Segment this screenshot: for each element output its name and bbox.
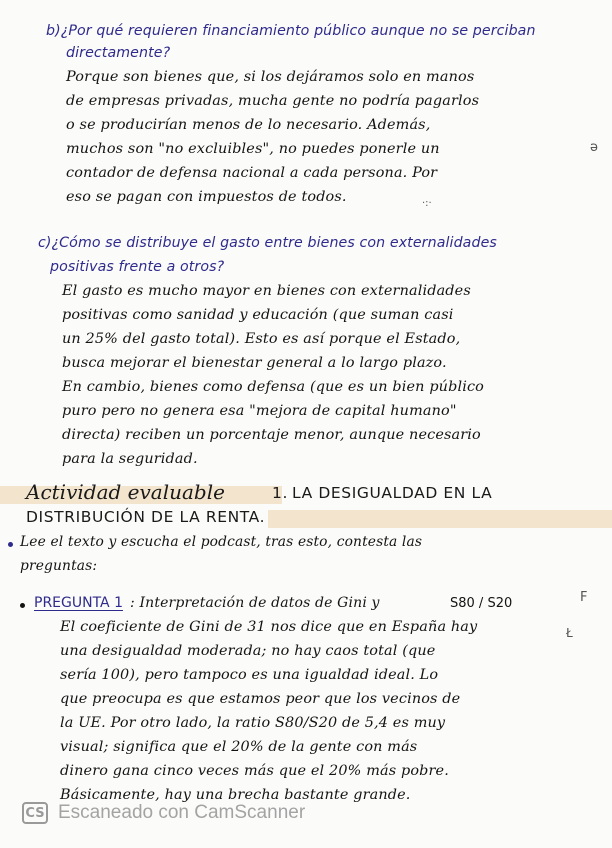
question-b-answer-line: o se producirían menos de lo necesario. Además,: [66, 117, 431, 133]
question-c-answer-line: un 25% del gasto total). Esto es así porque el Estado,: [62, 331, 461, 347]
pregunta-bullet: [20, 603, 25, 608]
question-b-answer-line: de empresas privadas, mucha gente no podría pagarlos: [66, 93, 480, 109]
pregunta-1-answer-line: El coeficiente de Gini de 31 nos dice que en España hay: [60, 619, 478, 635]
pregunta-1-label: PREGUNTA 1: [34, 595, 123, 611]
margin-mark: F: [580, 590, 588, 605]
question-b-prompt-line-1: b)¿Por qué requieren financiamiento público aunque no se perciban: [46, 23, 536, 39]
instruction-bullet: [8, 542, 13, 547]
question-c-prompt-line-1: c)¿Cómo se distribuye el gasto entre bienes con externalidades: [38, 235, 497, 251]
activity-cursive-title: Actividad evaluable: [26, 480, 225, 504]
question-c-answer-line: positivas como sanidad y educación (que suman casi: [62, 307, 454, 323]
pregunta-1-answer-line: visual; significa que el 20% de la gente con más: [60, 739, 418, 755]
question-c-answer-line: directa) reciben un porcentaje menor, aunque necesario: [62, 427, 481, 443]
question-b-answer-line: muchos son "no excluibles", no puedes ponerle un: [66, 141, 440, 157]
activity-title-line-1: LA DESIGUALDAD EN LA: [292, 484, 493, 502]
pregunta-1-answer-line: dinero gana cinco veces más que el 20% más pobre.: [60, 763, 449, 779]
question-c-answer-line: busca mejorar el bienestar general a lo largo plazo.: [62, 355, 447, 371]
activity-number: 1.: [272, 484, 288, 502]
camscanner-logo-icon: CS: [22, 802, 48, 824]
pregunta-1-answer-line: la UE. Por otro lado, la ratio S80/S20 de 5,4 es muy: [60, 715, 446, 731]
pregunta-1-answer-line: sería 100), pero tampoco es una igualdad ideal. Lo: [60, 667, 439, 683]
instruction-line-2: preguntas:: [20, 558, 98, 574]
camscanner-watermark: [22, 800, 305, 826]
pregunta-1-answer-line: Básicamente, hay una brecha bastante grande.: [60, 787, 411, 803]
question-c-answer-line: puro pero no genera esa "mejora de capital humano": [62, 403, 457, 419]
pregunta-1-answer-line: que preocupa es que estamos peor que los vecinos de: [60, 691, 461, 707]
question-c-answer-line: En cambio, bienes como defensa (que es un bien público: [62, 379, 484, 395]
question-c-prompt-line-2: positivas frente a otros?: [50, 259, 225, 275]
question-c-answer-line: para la seguridad.: [62, 451, 198, 467]
activity-heading: [0, 474, 612, 530]
question-b-answer-line: contador de defensa nacional a cada persona. Por: [66, 165, 438, 181]
question-b-answer-line: eso se pagan con impuestos de todos.: [66, 189, 347, 205]
question-b-prompt-line-2: directamente?: [66, 45, 171, 61]
activity-title-line-2: DISTRIBUCIÓN DE LA RENTA.: [26, 508, 266, 526]
question-b-answer-line: Porque son bienes que, si los dejáramos solo en manos: [66, 69, 475, 85]
camscanner-watermark-text: Escaneado con CamScanner: [58, 802, 306, 823]
instruction-line-1: Lee el texto y escucha el podcast, tras esto, contesta las: [20, 534, 423, 550]
pen-dots: ·:·: [422, 198, 432, 209]
highlighter-stroke: [268, 510, 612, 528]
pregunta-1-answer-line: una desigualdad moderada; no hay caos total (que: [60, 643, 436, 659]
pregunta-1-title: : Interpretación de datos de Gini y: [130, 595, 380, 611]
pregunta-1-title-ratio: S80 / S20: [450, 596, 513, 611]
question-c-answer-line: El gasto es mucho mayor en bienes con externalidades: [62, 283, 471, 299]
margin-mark: ə: [590, 140, 598, 155]
margin-mark: Ł: [566, 626, 573, 640]
